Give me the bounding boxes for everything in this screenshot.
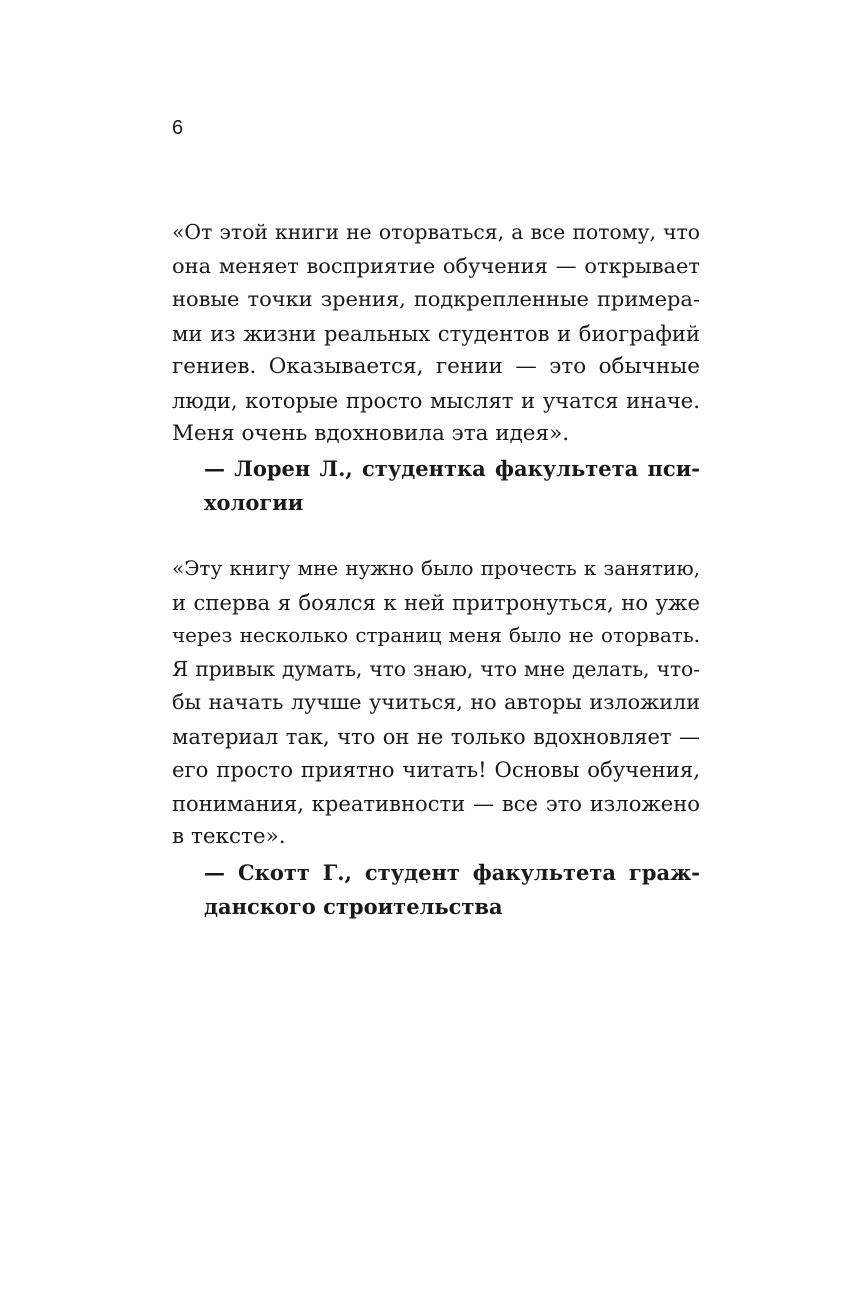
- review-quote-2: [172, 552, 700, 854]
- quote-line: «От этой книги не оторваться, а все потому, что: [172, 220, 700, 244]
- quote-line: его просто приятно читать! Основы обучения,: [172, 757, 700, 782]
- quote-line: в тексте».: [172, 824, 286, 849]
- quote-line: и сперва я боялся к ней притронуться, но уже: [172, 589, 700, 615]
- attribution-line: данского строительства: [204, 893, 503, 919]
- attribution-line: хологии: [204, 489, 304, 515]
- review-attribution-1: [172, 452, 700, 519]
- attribution-line: — Лорен Л., студентка факультета пси-: [204, 456, 700, 481]
- review-attribution-2: [172, 856, 700, 923]
- quote-line: люди, которые просто мыслят и учатся иначе.: [172, 387, 700, 413]
- quote-line: понимания, креативности — все это изложено: [172, 790, 700, 816]
- quote-line: «Эту книгу мне нужно было прочесть к занятию,: [172, 557, 700, 580]
- quote-line: бы начать лучше учиться, но авторы изложили: [172, 690, 700, 714]
- page-number: 6: [172, 117, 184, 139]
- quote-line: она меняет восприятие обучения — открывает: [172, 253, 700, 278]
- attribution-line: — Скотт Г., студент факультета граж-: [204, 860, 700, 885]
- quote-line: Я привык думать, что знаю, что мне делать, что-: [172, 656, 700, 681]
- quote-line: новые точки зрения, подкрепленные примера-: [172, 287, 700, 311]
- quote-line: Меня очень вдохновила эта идея».: [172, 421, 570, 446]
- review-quote-1: [172, 216, 700, 451]
- quote-line: материал так, что он не только вдохновляет —: [172, 723, 700, 749]
- quote-line: ми из жизни реальных студентов и биографий: [172, 320, 700, 346]
- quote-line: гениев. Оказывается, гении — это обычные: [172, 354, 700, 379]
- quote-line: через несколько страниц меня было не оторвать.: [172, 624, 700, 647]
